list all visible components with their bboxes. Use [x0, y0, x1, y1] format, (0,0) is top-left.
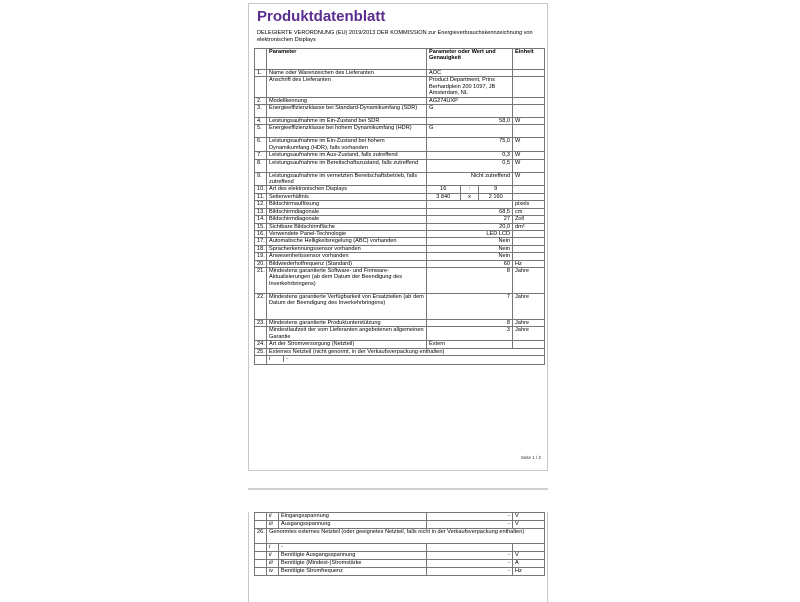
- row-value: -: [427, 521, 513, 529]
- row-unit: dm²: [513, 223, 545, 230]
- resolution-b: 2 160: [488, 193, 503, 200]
- table-row: [255, 186, 545, 193]
- row-parameter: Mindestens garantierte Verfügbarkeit von Ersatzteilen (ab dem Datum der Beendigung des Inverkehrbringens): [267, 293, 427, 319]
- row-unit: W: [513, 138, 545, 152]
- row-value: AG274UXP: [427, 97, 513, 104]
- table-row: [255, 201, 545, 208]
- row-parameter: Leistungsaufnahme im Ein-Zustand bei hohem Dynamikumfang (HDR), falls vorhanden: [267, 138, 427, 152]
- row-parameter: Anwesenheitssensor vorhanden: [267, 253, 427, 260]
- row-value: 7: [427, 293, 513, 319]
- row-number: [255, 513, 267, 521]
- table-row: [255, 152, 545, 159]
- row-number: 9.: [255, 172, 267, 186]
- row-value: 8: [427, 319, 513, 326]
- row-parameter: Bildschirmauflösung: [267, 201, 427, 208]
- row-unit: W: [513, 152, 545, 159]
- row-unit: Zoll: [513, 216, 545, 223]
- row-unit: W: [513, 172, 545, 186]
- row-unit: Jahre: [513, 319, 545, 326]
- table-row: [255, 208, 545, 215]
- table-row: [255, 193, 545, 200]
- row-unit: [513, 238, 545, 245]
- table-row: [255, 560, 545, 568]
- row-number: 1.: [255, 70, 267, 77]
- table-row: [255, 521, 545, 529]
- resolution-cell: [427, 193, 513, 200]
- row-number: 10.: [255, 186, 267, 193]
- row-parameter: Bildschirmdiagonale: [267, 216, 427, 223]
- row-number: 3.: [255, 105, 267, 118]
- row-unit: [513, 193, 545, 200]
- row-number: 2.: [255, 97, 267, 104]
- row-value: 3: [427, 327, 513, 341]
- row-parameter: -: [286, 355, 288, 362]
- row-parameter: Benötigte Ausgangsspannung: [279, 552, 427, 560]
- row-unit: [513, 77, 545, 97]
- datasheet-page-1: [248, 3, 548, 471]
- row-parameter: Leistungsaufnahme im Aus-Zustand, falls zutreffend: [267, 152, 427, 159]
- row-number: 14.: [255, 216, 267, 223]
- row-value: G: [427, 105, 513, 118]
- row-number: 8.: [255, 159, 267, 172]
- row-roman: iii: [267, 521, 279, 529]
- row-parameter: Mindestlaufzeit der vom Lieferanten angebotenen allgemeinen Garantie: [267, 327, 427, 341]
- table-row: [255, 341, 545, 348]
- table-row: [255, 568, 545, 576]
- row-value: -: [427, 513, 513, 521]
- row-number: 11.: [255, 193, 267, 200]
- row-parameter: Art der Stromversorgung (Netzteil): [267, 341, 427, 348]
- resolution-sep: x: [460, 194, 479, 200]
- row-roman: i: [267, 356, 284, 362]
- row-roman: ii: [267, 552, 279, 560]
- row-unit: V: [513, 521, 545, 529]
- row-number: 15.: [255, 223, 267, 230]
- row-section-text: Externes Netzteil (nicht genormt, in der Verkaufsverpackung enthalten): [267, 348, 545, 355]
- row-value: 58,0: [427, 118, 513, 125]
- row-number: 4.: [255, 118, 267, 125]
- row-unit: [513, 186, 545, 193]
- row-value: AOC: [427, 70, 513, 77]
- row-number: 22.: [255, 293, 267, 319]
- row-value: Nein: [427, 238, 513, 245]
- table-row: [255, 97, 545, 104]
- row-number: [255, 560, 267, 568]
- datasheet-table: [254, 48, 545, 365]
- row-unit: [513, 230, 545, 237]
- row-number: 23.: [255, 319, 267, 326]
- row-number: [255, 327, 267, 341]
- row-roman: iv: [267, 568, 279, 576]
- datasheet-page-2: [248, 512, 548, 602]
- row-number: 19.: [255, 253, 267, 260]
- row-number: 20.: [255, 260, 267, 267]
- table-row: [255, 238, 545, 245]
- row-unit: Hz: [513, 260, 545, 267]
- row-value: 0,3: [427, 152, 513, 159]
- row-value: Nicht zutreffend: [427, 172, 513, 186]
- row-unit: Jahre: [513, 293, 545, 319]
- row-number: 5.: [255, 125, 267, 138]
- row-unit: [513, 105, 545, 118]
- table-row: [255, 118, 545, 125]
- row-unit: [513, 245, 545, 252]
- row-number: 21.: [255, 267, 267, 293]
- row-parameter: Eingangsspannung: [279, 513, 427, 521]
- table-row: [255, 223, 545, 230]
- row-number: 25.: [255, 348, 267, 355]
- row-parameter: -: [279, 544, 427, 552]
- row-number: 16.: [255, 230, 267, 237]
- aspect-sep: :: [460, 186, 479, 192]
- row-value: 75,0: [427, 138, 513, 152]
- row-unit: Hz: [513, 568, 545, 576]
- page-separator: [248, 488, 548, 490]
- row-parameter: Leistungsaufnahme im Bereitschaftszustand, falls zutreffend: [267, 159, 427, 172]
- row-parameter: Mindestens garantierte Software- und Firmware-Aktualisierungen (ab dem Datum der Beendigung des Inverkehrbringens): [267, 267, 427, 293]
- table-row: [255, 544, 545, 552]
- row-unit: [513, 544, 545, 552]
- row-value: 68,5: [427, 208, 513, 215]
- row-roman: i: [267, 544, 279, 552]
- row-value: Nein: [427, 245, 513, 252]
- row-number: [255, 568, 267, 576]
- row-value: LED LCD: [427, 230, 513, 237]
- row-number: 12.: [255, 201, 267, 208]
- table-row: [255, 348, 545, 355]
- table-row: [255, 138, 545, 152]
- table-row: [255, 319, 545, 326]
- row-value: 20,0: [427, 223, 513, 230]
- row-roman: ii: [267, 513, 279, 521]
- row-parameter: Verwendete Panel-Technologie: [267, 230, 427, 237]
- row-roman: iii: [267, 560, 279, 568]
- table-row: [255, 529, 545, 544]
- row-unit: Jahre: [513, 267, 545, 293]
- row-number: [255, 521, 267, 529]
- row-unit: Jahre: [513, 327, 545, 341]
- table-row: [255, 70, 545, 77]
- row-unit: [513, 97, 545, 104]
- row-value: [427, 544, 513, 552]
- row-value: 27: [427, 216, 513, 223]
- row-parameter: Benötigte (Mindest-)Stromstärke: [279, 560, 427, 568]
- page-title: Produktdatenblatt: [257, 8, 386, 25]
- row-value: 60: [427, 260, 513, 267]
- row-parameter: Bildschirmdiagonale: [267, 208, 427, 215]
- row-unit: [513, 341, 545, 348]
- row-value: G: [427, 125, 513, 138]
- row-value: -: [427, 568, 513, 576]
- row-value: 0,5: [427, 159, 513, 172]
- aspect-a: 16: [427, 186, 460, 192]
- row-unit: V: [513, 513, 545, 521]
- row-unit: V: [513, 552, 545, 560]
- row-parameter: Energieeffizienzklasse bei Standard-Dynamikumfang (SDR): [267, 105, 427, 118]
- row-sub-cell: [267, 355, 545, 364]
- row-number: 17.: [255, 238, 267, 245]
- row-value: Extern: [427, 341, 513, 348]
- table-row: [255, 552, 545, 560]
- row-parameter: Ausgangsspannung: [279, 521, 427, 529]
- row-unit: pixels: [513, 201, 545, 208]
- row-unit: W: [513, 118, 545, 125]
- table-row: [255, 260, 545, 267]
- table-row: [255, 267, 545, 293]
- row-value: [427, 201, 513, 208]
- row-parameter: Spracherkennungssensor vorhanden: [267, 245, 427, 252]
- table-row: [255, 77, 545, 97]
- row-number: 24.: [255, 341, 267, 348]
- datasheet-table-continued: [254, 512, 545, 576]
- table-row: [255, 125, 545, 138]
- row-unit: [513, 125, 545, 138]
- row-parameter: Anschrift des Lieferanten: [267, 77, 427, 97]
- row-parameter: Benötigte Stromfrequenz: [279, 568, 427, 576]
- row-unit: A: [513, 560, 545, 568]
- row-parameter: Leistungsaufnahme im Ein-Zustand bei SDR: [267, 118, 427, 125]
- table-row: [255, 513, 545, 521]
- header-parameter: Parameter: [267, 49, 427, 70]
- row-value: 8: [427, 267, 513, 293]
- row-number: 13.: [255, 208, 267, 215]
- row-parameter: Sichtbare Bildschirmfläche: [267, 223, 427, 230]
- header-number: [255, 49, 267, 70]
- table-row: [255, 327, 545, 341]
- row-number: [255, 77, 267, 97]
- row-number: 26.: [255, 529, 267, 544]
- table-row: [255, 159, 545, 172]
- row-parameter: Bildwiederholfrequenz (Standard): [267, 260, 427, 267]
- page-number: Seite 1 / 2: [520, 455, 541, 460]
- row-parameter: Name oder Warenzeichen des Lieferanten: [267, 70, 427, 77]
- row-parameter: Modellkennung: [267, 97, 427, 104]
- row-unit: [513, 70, 545, 77]
- table-row: [255, 355, 545, 364]
- header-unit: Einheit: [513, 49, 545, 70]
- table-row: [255, 216, 545, 223]
- table-row: [255, 105, 545, 118]
- aspect-b: 9: [494, 186, 498, 193]
- row-parameter: Art des elektronischen Displays: [267, 186, 427, 193]
- page-subtitle: DELEGIERTE VERORDNUNG (EU) 2019/2013 DER KOMMISSION zur Energieverbrauchskennzeichnung von elektronischen Displays: [257, 30, 533, 43]
- row-value: -: [427, 552, 513, 560]
- row-number: [255, 552, 267, 560]
- row-value: Nein: [427, 253, 513, 260]
- row-unit: [513, 253, 545, 260]
- aspect-ratio-cell: [427, 186, 513, 193]
- row-parameter: Energieeffizienzklasse bei hohem Dynamikumfang (HDR): [267, 125, 427, 138]
- resolution-a: 3 840: [427, 194, 460, 200]
- row-number: 7.: [255, 152, 267, 159]
- row-parameter: Automatische Helligkeitsregelung (ABC) vorhanden: [267, 238, 427, 245]
- row-value: -: [427, 560, 513, 568]
- table-row: [255, 245, 545, 252]
- table-row: [255, 253, 545, 260]
- row-parameter: Leistungsaufnahme im vernetzten Bereitschaftsbetrieb, falls zutreffend: [267, 172, 427, 186]
- row-parameter: Mindestens garantierte Produktunterstützung: [267, 319, 427, 326]
- row-unit: W: [513, 159, 545, 172]
- row-number: 18.: [255, 245, 267, 252]
- table-row: [255, 293, 545, 319]
- row-number: [255, 355, 267, 364]
- row-parameter: Seitenverhältnis: [267, 193, 427, 200]
- row-value: Product Department, Prins Berhardplein 200 1097, JB Amsterdam, NL: [427, 77, 513, 97]
- row-number: [255, 544, 267, 552]
- header-value: Parameter oder Wert und Genauigkeit: [427, 49, 513, 70]
- table-row: [255, 230, 545, 237]
- row-number: 6.: [255, 138, 267, 152]
- table-row: [255, 172, 545, 186]
- row-unit: cm: [513, 208, 545, 215]
- row-section-text: Genormtes externes Netzteil (oder geeignetes Netzteil, falls nicht in der Verkaufsverpackung enthalten): [267, 529, 545, 544]
